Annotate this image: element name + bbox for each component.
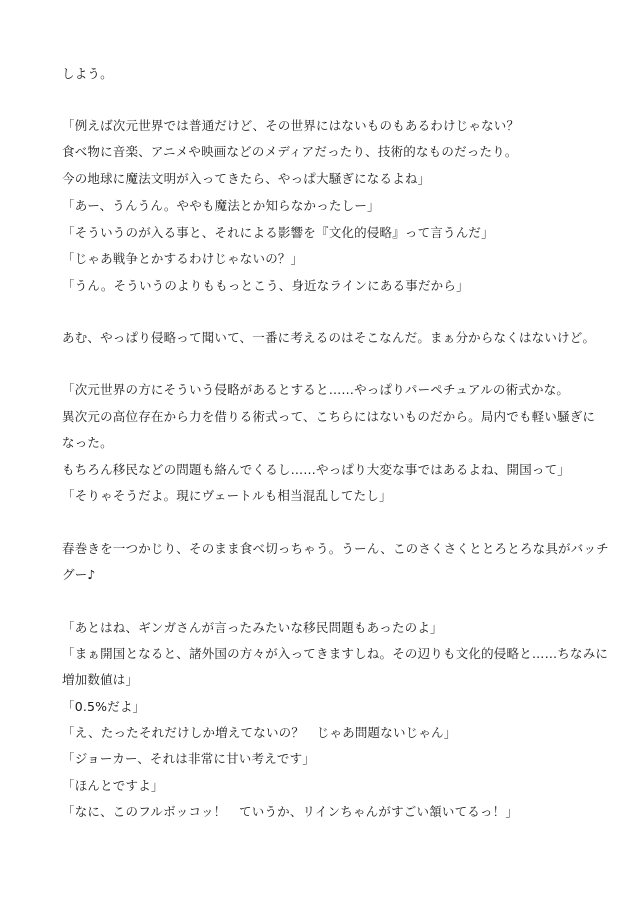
text-line: 「0.5%だよ」: [62, 699, 146, 714]
text-line: 「そりゃそうだよ。現にヴェートルも相当混乱してたし」: [62, 488, 392, 503]
text-line: あむ、やっぱり侵略って聞いて、一番に考えるのはそこなんだ。まぁ分からなくはないけど。: [62, 330, 596, 345]
text-line: 異次元の高位存在から力を借りる術式って、こちらにはないものだから。局内でも軽い騒ぎに: [62, 409, 596, 424]
text-line: 「次元世界の方にそういう侵略があるとすると……やっぱりパーペチュアルの術式かな。: [62, 382, 570, 397]
text-line: 食べ物に音楽、アニメや映画などのメディアだったり、技術的なものだったり。: [62, 144, 518, 159]
text-line: グー♪: [62, 567, 96, 582]
text-line: 「ほんとですよ」: [62, 778, 164, 793]
text-line: もちろん移民などの問題も絡んでくるし……やっぱり大変な事ではあるよね、開国って」: [62, 462, 571, 477]
text-line: 「例えば次元世界では普通だけど、その世界にはないものもあるわけじゃない？: [62, 118, 520, 133]
text-line: 「え、たったそれだけしか増えてないの？ じゃあ問題ないじゃん」: [62, 725, 457, 740]
text-line: 「うん。そういうのよりももっとこう、身近なラインにある事だから」: [62, 278, 469, 293]
text-line: 「まぁ開国となると、諸外国の方々が入ってきますしね。その辺りも文化的侵略と……ちなみに: [62, 646, 609, 661]
text-line: 「なに、このフルボッコッ！ ていうか、リインちゃんがすごい頷いてるっ！」: [62, 804, 519, 819]
text-line: 今の地球に魔法文明が入ってきたら、やっぱ大騒ぎになるよね」: [62, 171, 431, 186]
text-line: しよう。: [62, 66, 113, 81]
text-line: 「そういうのが入る事と、それによる影響を『文化的侵略』って言うんだ」: [62, 225, 494, 240]
text-line: 春巻きを一つかじり、そのまま食べ切っちゃう。うーん、このさくさくととろとろな具がバッチ: [62, 541, 609, 556]
text-line: 「あー、うんうん。ややも魔法とか知らなかったしー」: [62, 198, 380, 213]
text-line: なった。: [62, 435, 113, 450]
text-line: 増加数値は」: [62, 672, 139, 687]
text-line: 「あとはね、ギンガさんが言ったみたいな移民問題もあったのよ」: [62, 620, 443, 635]
text-line: 「ジョーカー、それは非常に甘い考えです」: [62, 751, 316, 766]
text-line: 「じゃあ戦争とかするわけじゃないの？」: [62, 251, 304, 266]
